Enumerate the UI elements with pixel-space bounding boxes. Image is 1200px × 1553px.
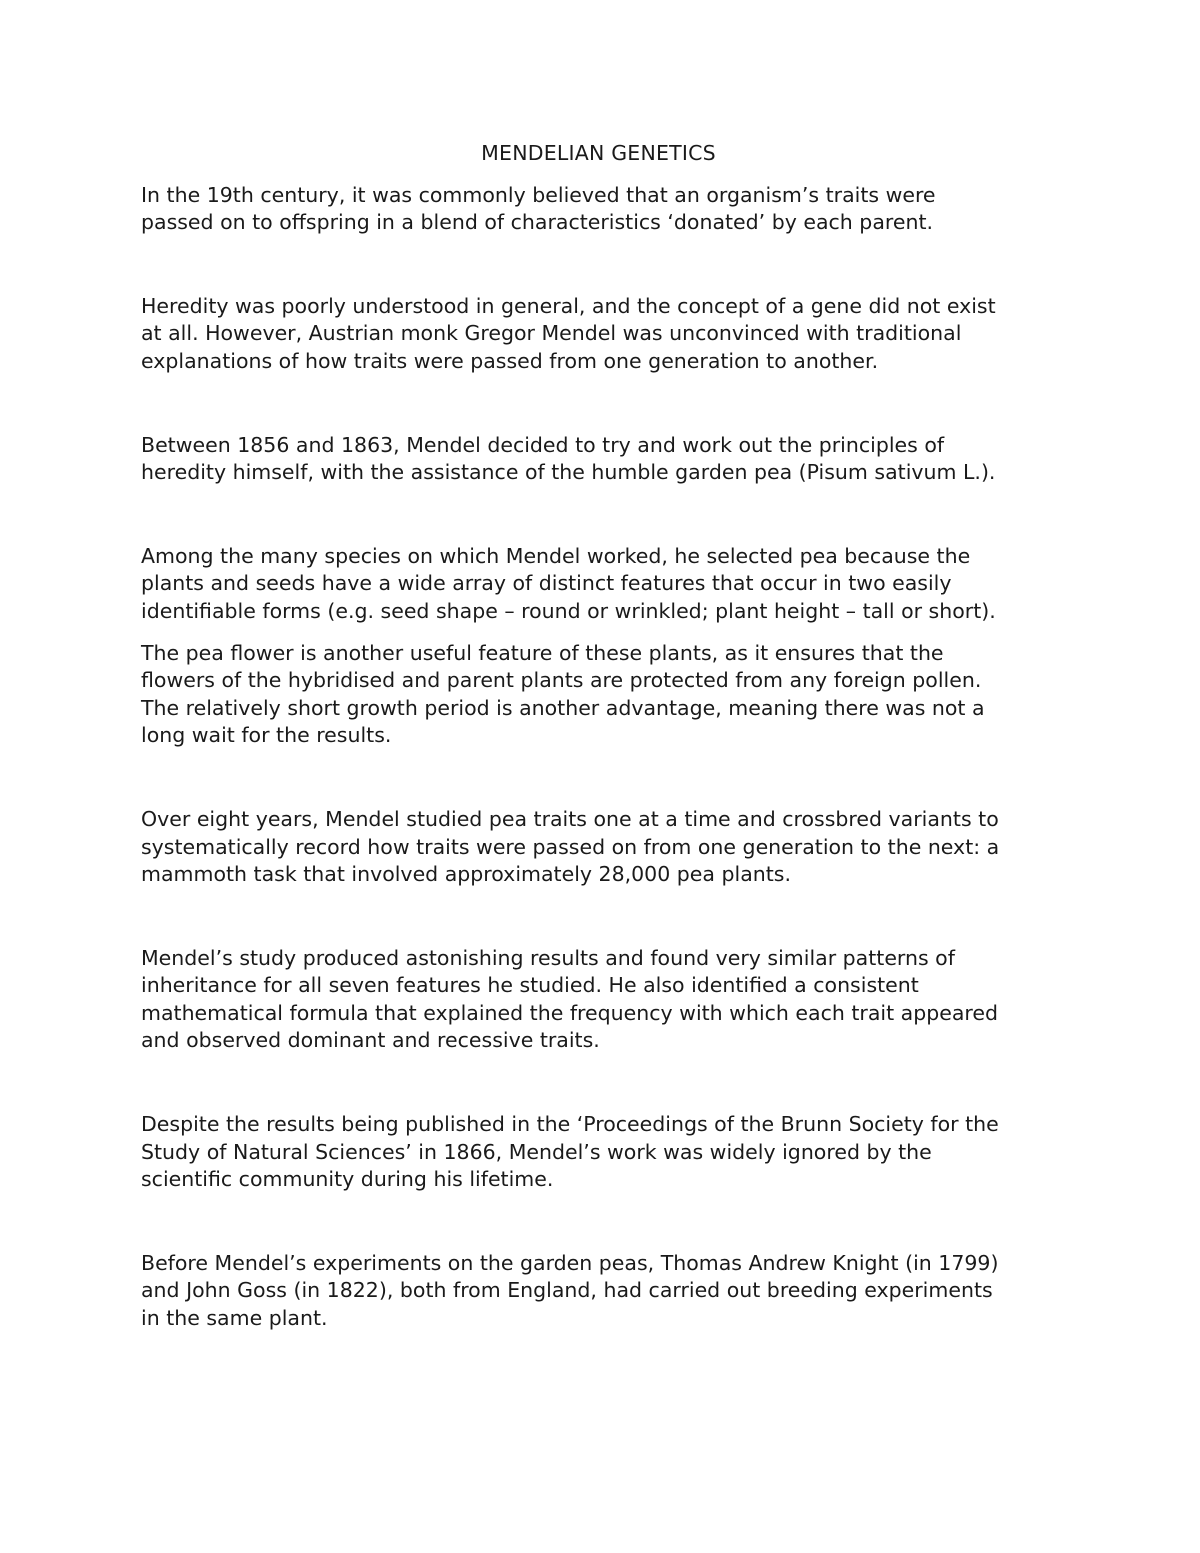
paragraph-pea-selection: Among the many species on which Mendel worked, he selected pea because the plants and seeds have a wide array of distinct features that occur in two easily identifiable forms (e.g. seed shape – round or wrinkled; plant height – tall or short).	[141, 543, 996, 623]
paragraph-predecessors: Before Mendel’s experiments on the garden peas, Thomas Andrew Knight (in 1799) and John Goss (in 1822), both from England, had carried out breeding experiments in the same plant.	[141, 1250, 999, 1331]
paragraph-heredity: Heredity was poorly understood in general, and the concept of a gene did not exist at all. However, Austrian monk Gregor Mendel was unconvinced with traditional explanations of how traits were passed from one generation to another.	[141, 293, 996, 373]
paragraph-results: Mendel’s study produced astonishing results and found very similar patterns of inheritance for all seven features he studied. He also identified a consistent mathematical formula that explained the frequency with which each trait appeared and observed dominant and recessive traits.	[141, 945, 999, 1053]
document-title: MENDELIAN GENETICS	[481, 141, 716, 165]
paragraph-intro: In the 19th century, it was commonly believed that an organism’s traits were passed on to offspring in a blend of characteristics ‘donated’ by each parent.	[141, 182, 936, 235]
paragraph-pea-flower: The pea flower is another useful feature of these plants, as it ensures that the flowers of the hybridised and parent plants are protected from any foreign pollen. The relatively short growth period is another advantage, meaning there was not a long wait for the results.	[141, 640, 985, 748]
paragraph-experiment-period: Between 1856 and 1863, Mendel decided to try and work out the principles of heredity himself, with the assistance of the humble garden pea (Pisum sativum L.).	[141, 432, 996, 485]
paragraph-eight-years: Over eight years, Mendel studied pea traits one at a time and crossbred variants to systematically record how traits were passed on from one generation to the next: a mammoth task that involved approximately 28,000 pea plants.	[141, 806, 1000, 887]
paragraph-publication: Despite the results being published in the ‘Proceedings of the Brunn Society for the Study of Natural Sciences’ in 1866, Mendel’s work was widely ignored by the scientific community during his lifetime.	[141, 1112, 999, 1192]
document-body	[141, 140, 1056, 1333]
